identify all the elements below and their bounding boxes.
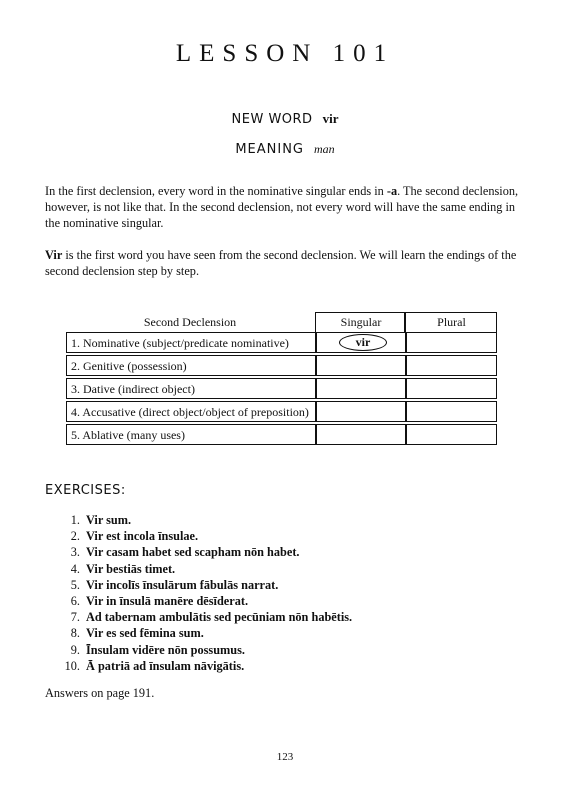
item-text: Vir in īnsulā manēre dēsīderat. [86,593,249,608]
item-number: 1. [70,513,80,527]
list-item [58,658,528,674]
list-item [58,593,528,609]
new-word-line [0,111,570,127]
second-text-b: is the first word you have seen from the second declension. We will learn the endings of the second declension step by step. [45,248,517,278]
table-row [66,355,497,376]
list-item [58,544,528,560]
list-item [58,528,528,544]
list-item [58,577,528,593]
intro-paragraph [45,183,529,231]
case-label: 2. Genitive (possession) [71,359,187,373]
item-number: 6. [70,593,80,608]
case-label: 1. Nominative (subject/predicate nominative) [71,336,289,350]
header-second-declension: Second Declension [143,315,237,329]
list-item [58,625,528,641]
intro-text-bold: -a [386,184,398,198]
exercises-title: EXERCISES: [45,483,126,498]
case-label: 4. Accusative (direct object/object of preposition) [71,405,309,419]
answers-note: Answers on page 191. [45,686,155,700]
item-number: 10. [64,658,80,673]
case-label: 3. Dative (indirect object) [71,382,195,396]
lesson-title: LESSON 101 [175,40,395,67]
item-text: Vir es sed fēmina sum. [86,626,204,641]
list-item [58,609,528,625]
exercise-list [58,512,528,674]
list-item [58,642,528,658]
item-text: Vir sum. [86,513,132,527]
item-text: Vir bestiās timet. [86,561,176,576]
second-text-bold: Vir [45,248,63,262]
item-text: Ad tabernam ambulātis sed pecūniam nōn habētis. [86,610,353,625]
header-singular: Singular [340,315,382,329]
list-item [58,512,528,528]
case-label: 5. Ablative (many uses) [71,428,185,442]
intro-text-a: In the first declension, every word in the nominative singular ends in [45,184,387,198]
singular-cell [317,333,405,352]
item-number: 7. [70,610,80,625]
intro-text-b: . The second declension, however, is not like that. In the second declension, not every word will have the same ending in the nominative singular. [45,184,519,230]
table-row [66,378,497,399]
item-number: 9. [70,642,80,657]
item-text: Īnsulam vidēre nōn possumus. [86,642,246,657]
item-text: Vir casam habet sed scapham nōn habet. [86,545,300,560]
table-row [66,401,497,422]
page-number: 123 [276,751,294,763]
item-number: 4. [70,561,80,576]
item-number: 8. [70,626,80,641]
meaning-value: man [314,142,335,156]
item-number: 2. [70,529,80,544]
item-number: 3. [70,545,80,560]
meaning-line [0,141,570,157]
item-text: Vir incolīs īnsulārum fābulās narrat. [86,577,279,592]
header-plural: Plural [437,315,466,329]
item-text: Vir est incola īnsulae. [86,529,199,544]
new-word-label: NEW WORD [231,112,313,127]
item-number: 5. [70,577,80,592]
new-word-value: vir [322,111,339,126]
table-row [66,424,497,445]
circled-answer: vir [339,334,387,351]
table-row [66,332,497,353]
declension-table [66,312,497,449]
list-item [58,561,528,577]
item-text: Ā patriā ad īnsulam nāvigātis. [86,658,245,673]
meaning-label: MEANING [235,142,304,157]
second-paragraph [45,247,529,279]
